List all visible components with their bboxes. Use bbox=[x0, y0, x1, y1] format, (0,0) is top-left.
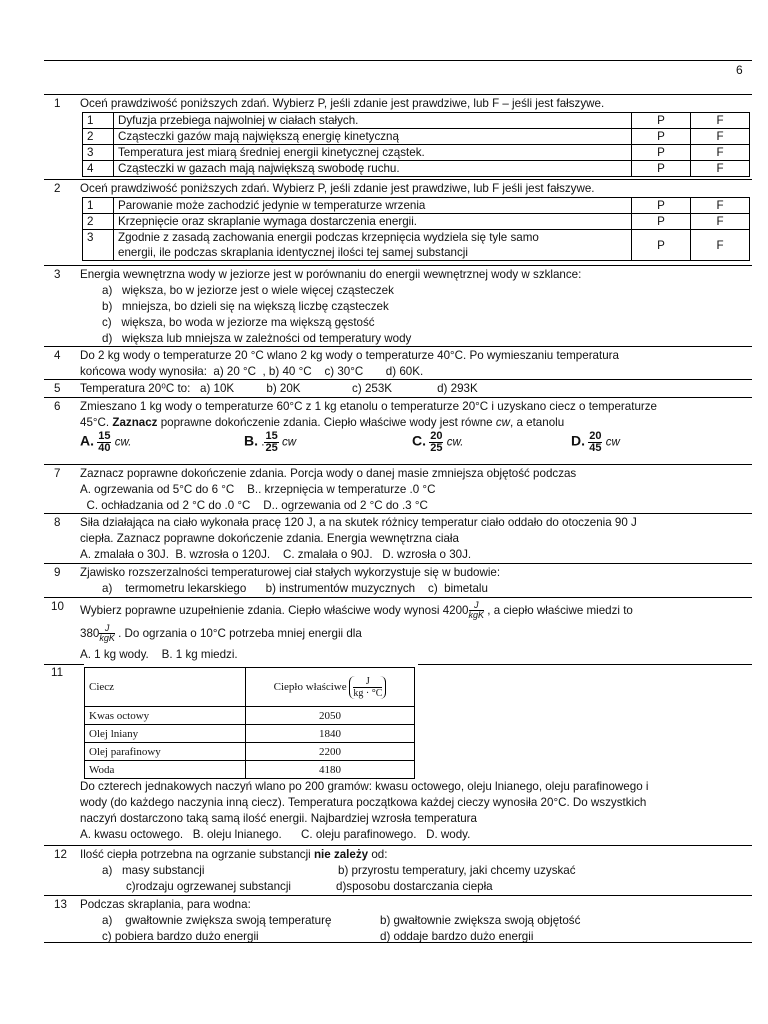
false-option[interactable]: F bbox=[691, 145, 750, 161]
question-text: Do czterech jednakowych naczyń wlano po 200 gramów: kwasu octowego, oleju lnianego, oleju parafinowego i bbox=[80, 780, 649, 793]
unit-denominator: kgK bbox=[468, 610, 485, 621]
heat-value: 2200 bbox=[246, 743, 415, 761]
question-text: Zmieszano 1 kg wody o temperaturze 60°C z 1 kg etanolu o temperaturze 20°C i uzyskano ciecz o temperaturze bbox=[80, 400, 658, 413]
text-part: Wybierz poprawne uzupełnienie zdania. Ciepło właściwe wody wynosi 4200 bbox=[80, 604, 469, 617]
statement-text: Cząsteczki gazów mają największą energię kinetyczną bbox=[114, 129, 632, 145]
table-row bbox=[85, 743, 415, 761]
false-option[interactable]: F bbox=[691, 113, 750, 129]
question-number: 8 bbox=[54, 516, 61, 529]
answer-line: A. kwasu octowego. B. oleju lnianego. C. oleju parafinowego. D. wody. bbox=[80, 828, 471, 841]
option-suffix: cw. bbox=[446, 435, 464, 449]
answer-option[interactable]: a) masy substancji bbox=[102, 864, 205, 877]
question-body bbox=[80, 267, 750, 347]
table-row bbox=[83, 214, 750, 230]
true-option[interactable]: P bbox=[632, 113, 691, 129]
question-text: Siła działająca na ciało wykonała pracę 120 J, a na skutek różnicy temperatur ciało oddało do otoczenia 90 J bbox=[80, 516, 637, 529]
answer-option[interactable] bbox=[80, 315, 750, 331]
question-body bbox=[80, 779, 750, 843]
option-letter: A. bbox=[80, 432, 94, 449]
statement-text: Dyfuzja przebiega najwolniej w ciałach stałych. bbox=[114, 113, 632, 129]
false-option[interactable]: F bbox=[691, 198, 750, 214]
answer-line: końcowa wody wynosiła: a) 20 °C , b) 40 °C c) 30°C d) 60K. bbox=[80, 365, 424, 378]
column-header: Ciecz bbox=[85, 668, 246, 707]
fraction-denominator: 45 bbox=[589, 442, 602, 454]
answer-line: A. 1 kg wody. B. 1 kg miedzi. bbox=[80, 648, 238, 661]
question-number: 10 bbox=[51, 600, 64, 613]
answer-line: a) termometru lekarskiego b) instrumentów muzycznych c) bimetalu bbox=[102, 582, 488, 595]
emphasis-text: Zaznacz bbox=[112, 416, 158, 429]
question-number: 4 bbox=[54, 349, 61, 362]
text-part: Ilość ciepła potrzebna na ogrzanie substancji bbox=[80, 848, 311, 861]
statement-text: Cząsteczki w gazach mają największą swobodę ruchu. bbox=[114, 161, 632, 177]
question-2 bbox=[44, 179, 752, 265]
question-prompt: Oceń prawdziwość poniższych zdań. Wybierz P, jeśli zdanie jest prawdziwe, lub F – jeśli jest fałszywe. bbox=[80, 97, 605, 110]
answer-line: A. ogrzewania od 5°C do 6 °C B.. krzepnięcia w temperaturze .0 °C bbox=[80, 483, 436, 496]
heat-value: 2050 bbox=[246, 707, 415, 725]
question-text: ciepła. Zaznacz poprawne dokończenie zdania. Energia wewnętrzna ciała bbox=[80, 532, 459, 545]
question-number: 13 bbox=[54, 898, 67, 911]
header-label: Ciepło właściwe bbox=[273, 680, 347, 693]
row-number: 1 bbox=[83, 198, 114, 214]
fraction bbox=[97, 431, 111, 454]
true-option[interactable]: P bbox=[632, 145, 691, 161]
column-header bbox=[246, 668, 415, 707]
heat-value: 4180 bbox=[246, 761, 415, 779]
heat-value: 1840 bbox=[246, 725, 415, 743]
question-text bbox=[80, 415, 750, 431]
question-3 bbox=[44, 265, 752, 346]
option-letter: C. bbox=[412, 432, 426, 449]
statement-text: Temperatura jest miarą średniej energii kinetycznej cząstek. bbox=[114, 145, 632, 161]
fraction bbox=[429, 431, 443, 454]
question-number: 12 bbox=[54, 848, 67, 861]
option-suffix: cw. bbox=[114, 435, 132, 449]
row-number: 2 bbox=[83, 214, 114, 230]
answer-option[interactable] bbox=[80, 283, 750, 299]
question-text: Podczas skraplania, para wodna: bbox=[80, 898, 251, 911]
statement-text: Krzepnięcie oraz skraplanie wymaga dostarczenia energii. bbox=[114, 214, 632, 230]
question-6 bbox=[44, 397, 752, 464]
symbol-text: cw bbox=[495, 416, 511, 429]
question-body bbox=[80, 466, 750, 514]
liquid-name: Woda bbox=[85, 761, 246, 779]
text-part: . Do ogrzania o 10°C potrzeba mniej energii dla bbox=[118, 627, 362, 640]
answer-option[interactable]: b) przyrostu temperatury, jaki chcemy uzyskać bbox=[338, 864, 576, 877]
question-body bbox=[80, 847, 750, 895]
answer-c[interactable] bbox=[412, 431, 463, 454]
fraction bbox=[588, 431, 602, 454]
option-letter: d) bbox=[102, 332, 113, 345]
text-part: , a etanolu bbox=[510, 416, 565, 429]
question-prompt: Oceń prawdziwość poniższych zdań. Wybierz P, jeśli zdanie jest prawdziwe, lub F jeśli jest fałszywe. bbox=[80, 182, 595, 195]
true-option[interactable]: P bbox=[632, 214, 691, 230]
table-row bbox=[83, 230, 750, 261]
true-false-table bbox=[82, 112, 750, 177]
true-option[interactable]: P bbox=[632, 198, 691, 214]
answer-b[interactable] bbox=[244, 431, 296, 454]
page-number: 6 bbox=[736, 63, 743, 77]
option-letter: B. bbox=[244, 432, 258, 449]
question-body bbox=[80, 348, 750, 380]
table-row bbox=[83, 113, 750, 129]
option-text: większa, bo w jeziorze jest o wiele więcej cząsteczek bbox=[121, 284, 394, 297]
text-part: od: bbox=[371, 848, 388, 861]
row-number: 4 bbox=[83, 161, 114, 177]
fraction-denominator: 40 bbox=[98, 442, 111, 454]
question-11 bbox=[44, 664, 752, 844]
unit-denominator: kg · °C bbox=[353, 687, 383, 699]
answer-row bbox=[80, 879, 750, 895]
false-option[interactable]: F bbox=[691, 230, 750, 261]
question-12 bbox=[44, 845, 752, 895]
top-rule bbox=[44, 60, 752, 61]
emphasis-text: nie zależy bbox=[313, 848, 369, 861]
answer-option[interactable] bbox=[80, 299, 750, 315]
answer-d[interactable] bbox=[571, 431, 620, 454]
table-row bbox=[83, 198, 750, 214]
text-part: 45°C. bbox=[80, 416, 110, 429]
option-letter: D. bbox=[571, 432, 585, 449]
fraction bbox=[264, 431, 278, 454]
answer-option[interactable]: c)rodzaju ogrzewanej substancji bbox=[126, 880, 291, 893]
question-10 bbox=[44, 597, 752, 664]
question-text bbox=[80, 847, 750, 863]
answer-option[interactable]: c) pobiera bardzo dużo energii bbox=[102, 930, 259, 943]
question-9 bbox=[44, 563, 752, 597]
unit-numerator: J bbox=[353, 676, 382, 688]
question-8 bbox=[44, 513, 752, 563]
fraction-denominator: 25 bbox=[265, 442, 278, 454]
answer-option[interactable]: d)sposobu dostarczania ciepła bbox=[336, 880, 493, 893]
option-letter: c) bbox=[102, 316, 112, 329]
question-text: Zjawisko rozszerzalności temperaturowej ciał stałych wykorzystuje się w budowie: bbox=[80, 566, 501, 579]
rule-segment bbox=[418, 664, 752, 665]
question-body bbox=[80, 897, 750, 945]
question-4 bbox=[44, 346, 752, 379]
question-number: 7 bbox=[54, 467, 61, 480]
option-letter: b) bbox=[102, 300, 113, 313]
fraction-numerator: 20 bbox=[430, 430, 443, 442]
answer-option[interactable] bbox=[80, 331, 750, 347]
question-text: naczyń dostarczono taką samą ilość energii. Najbardziej wzrosła temperatura bbox=[80, 812, 477, 825]
row-number: 1 bbox=[83, 113, 114, 129]
row-number: 3 bbox=[83, 145, 114, 161]
row-number: 2 bbox=[83, 129, 114, 145]
answer-option[interactable]: b) gwałtownie zwiększa swoją objętość bbox=[380, 914, 581, 927]
table-row bbox=[85, 761, 415, 779]
table-row bbox=[85, 707, 415, 725]
question-number: 6 bbox=[54, 400, 61, 413]
answer-option[interactable]: d) oddaje bardzo dużo energii bbox=[380, 930, 534, 943]
liquid-name: Kwas octowy bbox=[85, 707, 246, 725]
question-text: Temperatura 20⁰C to: a) 10K b) 20K c) 253K d) 293K bbox=[80, 382, 478, 395]
true-false-table bbox=[82, 197, 750, 261]
option-suffix: cw bbox=[605, 435, 620, 449]
true-option[interactable]: P bbox=[632, 161, 691, 177]
fraction-denominator: 25 bbox=[430, 442, 443, 454]
answer-row bbox=[80, 913, 750, 929]
table-row bbox=[83, 161, 750, 177]
row-number: 3 bbox=[83, 230, 114, 261]
table-row bbox=[83, 129, 750, 145]
option-text: większa, bo woda w jeziorze ma większą gęstość bbox=[121, 316, 375, 329]
question-number: 11 bbox=[51, 666, 64, 679]
text-part: , a ciepło właściwe miedzi to bbox=[487, 604, 633, 617]
answer-line: C. ochładzania od 2 °C do .0 °C D.. ogrzewania od 2 °C do .3 °C bbox=[80, 499, 428, 512]
unit-numerator: J bbox=[469, 601, 485, 611]
option-text: mniejsza, bo dzieli się na większą liczbę cząsteczek bbox=[121, 300, 389, 313]
statement-text bbox=[114, 230, 632, 261]
question-number: 1 bbox=[54, 97, 61, 110]
table-row bbox=[83, 145, 750, 161]
question-body bbox=[80, 399, 750, 431]
fraction-numerator: 20 bbox=[589, 430, 602, 442]
question-text bbox=[80, 621, 750, 647]
unit-fraction bbox=[469, 601, 485, 620]
text-part: 380 bbox=[80, 627, 100, 640]
answer-row bbox=[80, 863, 750, 879]
answer-a[interactable] bbox=[80, 431, 131, 454]
statement-line: energii, ile podczas skraplania identycznej ilości tej samej substancji bbox=[118, 246, 468, 259]
question-number: 2 bbox=[54, 182, 61, 195]
specific-heat-table bbox=[84, 667, 415, 779]
true-option[interactable]: P bbox=[632, 129, 691, 145]
fraction-numerator: 15 bbox=[98, 430, 111, 442]
statement-text: Parowanie może zachodzić jedynie w temperaturze wrzenia bbox=[114, 198, 632, 214]
fraction-numerator: 15 bbox=[265, 430, 278, 442]
question-7 bbox=[44, 464, 752, 513]
false-option[interactable]: F bbox=[691, 129, 750, 145]
answer-option[interactable]: a) gwałtownie zwiększa swoją temperaturę bbox=[102, 914, 332, 927]
question-prompt: Energia wewnętrzna wody w jeziorze jest w porównaniu do energii wewnętrznej wody w szklance: bbox=[80, 268, 582, 281]
question-text: wody (do każdego naczynia inną ciecz). Temperatura początkowa każdej cieczy wynosiła 20°C. Do wszystkich bbox=[80, 796, 647, 809]
question-number: 3 bbox=[54, 268, 61, 281]
question-text: Zaznacz poprawne dokończenie zdania. Porcja wody o danej masie zmniejsza objętość podczas bbox=[80, 467, 577, 480]
answer-line: A. zmalała o 30J. B. wzrosła o 120J. C. zmalała o 90J. D. wzrosła o 30J. bbox=[80, 548, 472, 561]
question-number: 5 bbox=[54, 382, 61, 395]
true-option[interactable]: P bbox=[632, 230, 691, 261]
rule-segment bbox=[44, 664, 84, 665]
question-1 bbox=[44, 94, 752, 179]
false-option[interactable]: F bbox=[691, 161, 750, 177]
text-part: poprawne dokończenie zdania. Ciepło właściwe wody jest równe bbox=[160, 416, 493, 429]
unit-numerator: J bbox=[99, 624, 115, 634]
unit-fraction bbox=[349, 676, 386, 699]
statement-line: Zgodnie z zasadą zachowania energii podczas krzepnięcia wydziela się tyle samo bbox=[118, 231, 539, 244]
liquid-name: Olej lniany bbox=[85, 725, 246, 743]
option-letter: a) bbox=[102, 284, 113, 297]
question-text bbox=[80, 601, 750, 621]
question-number: 9 bbox=[54, 566, 61, 579]
table-header-row bbox=[85, 668, 415, 707]
option-suffix: cw bbox=[281, 435, 297, 449]
question-body bbox=[80, 601, 750, 663]
bottom-rule bbox=[44, 942, 752, 943]
liquid-name: Olej parafinowy bbox=[85, 743, 246, 761]
option-text: większa lub mniejsza w zależności od temperatury wody bbox=[121, 332, 412, 345]
question-5 bbox=[44, 379, 752, 397]
table-row bbox=[85, 725, 415, 743]
question-text: Do 2 kg wody o temperaturze 20 °C wlano 2 kg wody o temperaturze 40°C. Po wymieszaniu temperatura bbox=[80, 349, 619, 362]
unit-fraction bbox=[99, 624, 115, 643]
option-prefix: . bbox=[261, 435, 265, 449]
unit-denominator: kgK bbox=[99, 633, 115, 644]
false-option[interactable]: F bbox=[691, 214, 750, 230]
question-13 bbox=[44, 895, 752, 943]
question-body bbox=[80, 515, 750, 563]
question-body bbox=[80, 565, 750, 597]
